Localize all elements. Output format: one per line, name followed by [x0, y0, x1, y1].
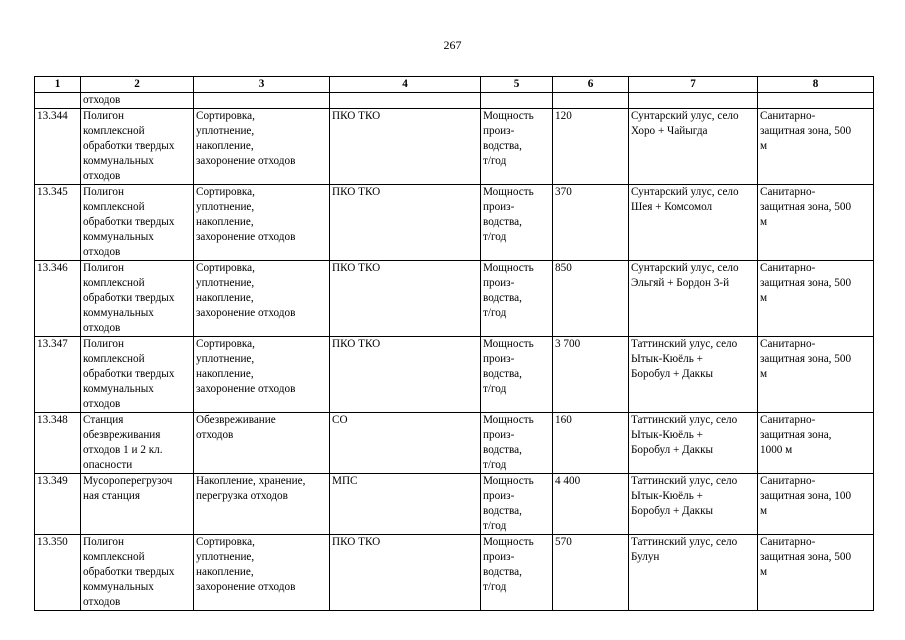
object-name: Полигон комплексной обработки твердых коммунальных отходов: [83, 262, 175, 334]
indicator-value: 120: [555, 110, 572, 122]
object-location: Таттинский улус, село Ытык-Кюёль + Боробул + Даккы: [631, 475, 738, 517]
row-number: 13.346: [37, 262, 68, 274]
cell-row-number: [35, 109, 81, 185]
object-location: Таттинский улус, село Ытык-Кюёль + Боробул + Даккы: [631, 414, 738, 456]
objects-table: [34, 76, 874, 611]
object-name: Полигон комплексной обработки твердых коммунальных отходов: [83, 186, 175, 258]
cell-restriction-zone: [758, 337, 874, 413]
cell-restriction-zone: [758, 413, 874, 474]
cell-object-functions: [194, 109, 330, 185]
cell-object-location: [629, 535, 758, 611]
cell-row-number: [35, 535, 81, 611]
cell-restriction-zone: [758, 535, 874, 611]
cell-object-name: [81, 337, 194, 413]
cell-object-functions: [194, 337, 330, 413]
cell-object-type: [330, 109, 481, 185]
cell-empty: [35, 93, 81, 109]
header-col-7: 7: [629, 77, 758, 93]
cell-empty: [481, 93, 553, 109]
header-col-8: 8: [758, 77, 874, 93]
cell-object-functions: [194, 535, 330, 611]
restriction-zone: Санитарно- защитная зона, 500 м: [760, 262, 852, 304]
cell-empty: [330, 93, 481, 109]
indicator-value: 160: [555, 414, 572, 426]
cell-indicator-name: [481, 474, 553, 535]
continuation-text: отходов: [81, 93, 194, 109]
restriction-zone: Санитарно- защитная зона, 500 м: [760, 338, 852, 380]
restriction-zone: Санитарно- защитная зона, 500 м: [760, 536, 852, 578]
cell-empty: [758, 93, 874, 109]
cell-object-name: [81, 261, 194, 337]
restriction-zone: Санитарно- защитная зона, 100 м: [760, 475, 852, 517]
indicator-name: Мощность произ- водства, т/год: [483, 110, 534, 167]
restriction-zone: Санитарно- защитная зона, 500 м: [760, 186, 852, 228]
object-type: МПС: [332, 475, 358, 487]
object-location: Таттинский улус, село Булун: [631, 536, 738, 563]
cell-indicator-value: [553, 413, 629, 474]
indicator-name: Мощность произ- водства, т/год: [483, 262, 534, 319]
cell-object-type: [330, 474, 481, 535]
indicator-value: 4 400: [555, 475, 581, 487]
cell-indicator-name: [481, 261, 553, 337]
object-functions: Сортировка, уплотнение, накопление, захоронение отходов: [196, 536, 296, 593]
row-number: 13.347: [37, 338, 68, 350]
cell-indicator-name: [481, 413, 553, 474]
cell-object-location: [629, 185, 758, 261]
cell-restriction-zone: [758, 261, 874, 337]
object-functions: Сортировка, уплотнение, накопление, захоронение отходов: [196, 186, 296, 243]
cell-object-functions: [194, 261, 330, 337]
cell-object-name: [81, 474, 194, 535]
object-type: ПКО ТКО: [332, 186, 381, 198]
cell-object-type: [330, 261, 481, 337]
table-body: [35, 93, 874, 611]
indicator-name: Мощность произ- водства, т/год: [483, 186, 534, 243]
indicator-name: Мощность произ- водства, т/год: [483, 475, 534, 532]
object-type: ПКО ТКО: [332, 338, 381, 350]
indicator-value: 370: [555, 186, 572, 198]
object-functions: Сортировка, уплотнение, накопление, захоронение отходов: [196, 338, 296, 395]
cell-row-number: [35, 185, 81, 261]
cell-indicator-name: [481, 535, 553, 611]
object-name: Полигон комплексной обработки твердых коммунальных отходов: [83, 536, 175, 608]
cell-object-type: [330, 185, 481, 261]
cell-indicator-value: [553, 109, 629, 185]
cell-restriction-zone: [758, 474, 874, 535]
cell-empty: [194, 93, 330, 109]
cell-indicator-name: [481, 337, 553, 413]
row-number: 13.350: [37, 536, 68, 548]
cell-row-number: [35, 261, 81, 337]
header-col-6: 6: [553, 77, 629, 93]
table-row: [35, 413, 874, 474]
object-location: Сунтарский улус, село Шея + Комсомол: [631, 186, 739, 213]
cell-indicator-name: [481, 185, 553, 261]
object-functions: Накопление, хранение, перегрузка отходов: [196, 475, 306, 502]
object-location: Сунтарский улус, село Эльгяй + Бордон 3-й: [631, 262, 739, 289]
cell-object-functions: [194, 413, 330, 474]
cell-indicator-value: [553, 261, 629, 337]
cell-object-name: [81, 413, 194, 474]
cell-restriction-zone: [758, 109, 874, 185]
table-row: [35, 109, 874, 185]
table-row: [35, 474, 874, 535]
table-row: [35, 535, 874, 611]
object-type: ПКО ТКО: [332, 536, 381, 548]
cell-object-type: [330, 337, 481, 413]
header-row: [35, 77, 874, 93]
continuation-row: [35, 93, 874, 109]
cell-object-type: [330, 413, 481, 474]
object-type: ПКО ТКО: [332, 262, 381, 274]
table-row: [35, 185, 874, 261]
row-number: 13.348: [37, 414, 68, 426]
indicator-name: Мощность произ- водства, т/год: [483, 414, 534, 471]
cell-object-name: [81, 535, 194, 611]
cell-object-location: [629, 413, 758, 474]
cell-object-location: [629, 109, 758, 185]
cell-empty: [553, 93, 629, 109]
object-functions: Сортировка, уплотнение, накопление, захоронение отходов: [196, 262, 296, 319]
object-functions: Обезвреживание отходов: [196, 414, 276, 441]
header-col-2: 2: [81, 77, 194, 93]
row-number: 13.345: [37, 186, 68, 198]
cell-object-functions: [194, 185, 330, 261]
header-col-3: 3: [194, 77, 330, 93]
cell-indicator-value: [553, 535, 629, 611]
indicator-value: 3 700: [555, 338, 581, 350]
header-col-4: 4: [330, 77, 481, 93]
table-row: [35, 337, 874, 413]
cell-object-name: [81, 185, 194, 261]
object-name: Станция обезвреживания отходов 1 и 2 кл. опасности: [83, 414, 163, 471]
cell-object-functions: [194, 474, 330, 535]
cell-row-number: [35, 413, 81, 474]
indicator-value: 570: [555, 536, 572, 548]
cell-object-location: [629, 337, 758, 413]
table-row: [35, 261, 874, 337]
cell-restriction-zone: [758, 185, 874, 261]
object-location: Таттинский улус, село Ытык-Кюёль + Боробул + Даккы: [631, 338, 738, 380]
cell-object-type: [330, 535, 481, 611]
object-name: Полигон комплексной обработки твердых коммунальных отходов: [83, 110, 175, 182]
restriction-zone: Санитарно- защитная зона, 500 м: [760, 110, 852, 152]
restriction-zone: Санитарно- защитная зона, 1000 м: [760, 414, 832, 456]
row-number: 13.344: [37, 110, 68, 122]
object-name: Мусороперегрузоч ная станция: [83, 475, 173, 502]
indicator-name: Мощность произ- водства, т/год: [483, 338, 534, 395]
cell-row-number: [35, 474, 81, 535]
cell-object-name: [81, 109, 194, 185]
header-col-1: 1: [35, 77, 81, 93]
object-name: Полигон комплексной обработки твердых коммунальных отходов: [83, 338, 175, 410]
header-col-5: 5: [481, 77, 553, 93]
cell-object-location: [629, 261, 758, 337]
cell-indicator-value: [553, 185, 629, 261]
cell-indicator-name: [481, 109, 553, 185]
object-location: Сунтарский улус, село Хоро + Чайыгда: [631, 110, 739, 137]
object-functions: Сортировка, уплотнение, накопление, захоронение отходов: [196, 110, 296, 167]
page-number: 267: [443, 38, 462, 52]
table-header: [35, 77, 874, 93]
object-type: СО: [332, 414, 348, 426]
indicator-name: Мощность произ- водства, т/год: [483, 536, 534, 593]
indicator-value: 850: [555, 262, 572, 274]
row-number: 13.349: [37, 475, 68, 487]
object-type: ПКО ТКО: [332, 110, 381, 122]
cell-empty: [629, 93, 758, 109]
cell-object-location: [629, 474, 758, 535]
cell-indicator-value: [553, 337, 629, 413]
cell-indicator-value: [553, 474, 629, 535]
cell-row-number: [35, 337, 81, 413]
